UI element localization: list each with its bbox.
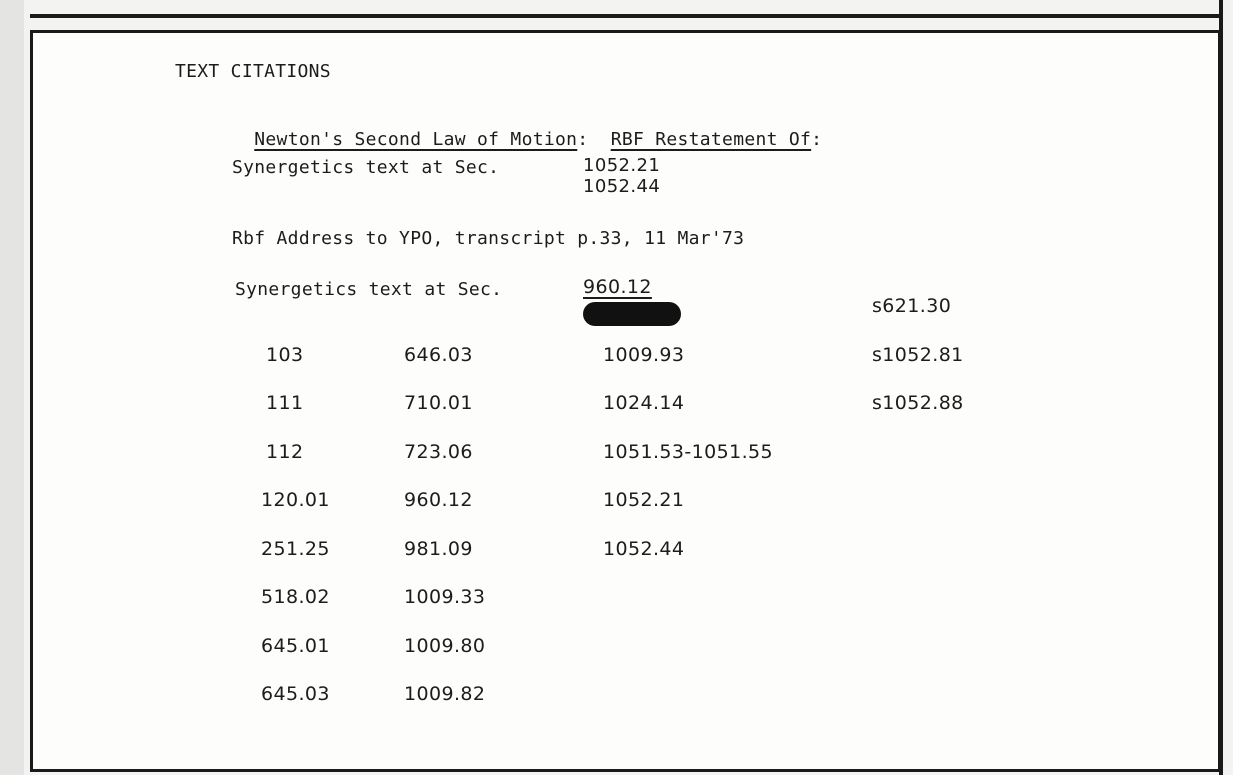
subheading-right: RBF Restatement Of bbox=[610, 129, 812, 150]
list-item: 1009.33 bbox=[404, 586, 486, 608]
list-item: 251.25 bbox=[261, 538, 330, 560]
redaction-mark bbox=[583, 302, 681, 326]
list-item: 111 bbox=[266, 392, 304, 414]
subheading-left: Newton's Second Law of Motion bbox=[254, 129, 578, 150]
list-item: 1052.44 bbox=[603, 538, 685, 560]
list-item: 645.03 bbox=[261, 683, 330, 705]
list-item: 103 bbox=[266, 344, 304, 366]
list-item: 518.02 bbox=[261, 586, 330, 608]
citation1-label: Synergetics text at Sec. bbox=[232, 157, 500, 178]
list-item: s1052.81 bbox=[872, 344, 964, 366]
list-item: 120.01 bbox=[261, 489, 330, 511]
list-item: 1051.53-1051.55 bbox=[603, 441, 773, 463]
list-item: 1009.82 bbox=[404, 683, 486, 705]
list-item: 960.12 bbox=[404, 489, 473, 511]
subheading-left-sep: : bbox=[577, 129, 589, 150]
address-line: Rbf Address to YPO, transcript p.33, 11 Mar'73 bbox=[232, 228, 745, 249]
citation1-ref-1: 1052.44 bbox=[583, 176, 661, 197]
list-item: 1009.80 bbox=[404, 635, 486, 657]
page-title: TEXT CITATIONS bbox=[175, 61, 331, 82]
citation2-label: Synergetics text at Sec. bbox=[235, 279, 503, 300]
list-item: 645.01 bbox=[261, 635, 330, 657]
list-item: 723.06 bbox=[404, 441, 473, 463]
top-rule bbox=[30, 14, 1222, 18]
list-item: s1052.88 bbox=[872, 392, 964, 414]
list-item: 710.01 bbox=[404, 392, 473, 414]
list-item: 646.03 bbox=[404, 344, 473, 366]
list-item: 1009.93 bbox=[603, 344, 685, 366]
subheading bbox=[232, 107, 822, 151]
citation2-ref: 960.12 bbox=[583, 276, 652, 298]
list-item: 1024.14 bbox=[603, 392, 685, 414]
list-item: 1052.21 bbox=[603, 489, 685, 511]
list-item: 112 bbox=[266, 441, 304, 463]
list-item: s621.30 bbox=[872, 295, 952, 317]
subheading-right-sep: : bbox=[811, 129, 823, 150]
list-item: 981.09 bbox=[404, 538, 473, 560]
citation1-ref-0: 1052.21 bbox=[583, 155, 661, 176]
left-gutter bbox=[0, 0, 24, 775]
